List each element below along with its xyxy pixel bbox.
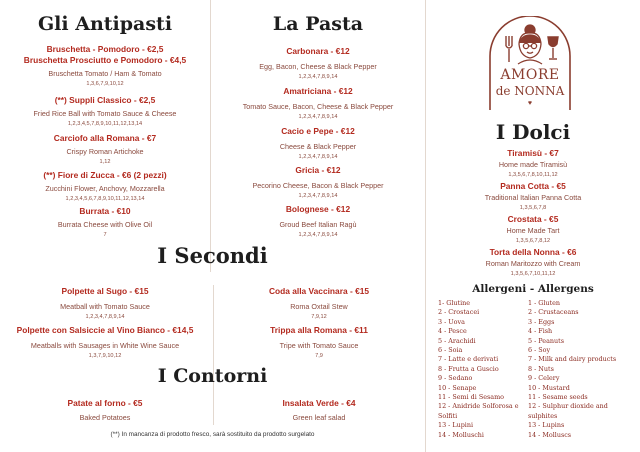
dolci-title: I Dolci	[495, 120, 571, 144]
antipasto-burrata	[0, 206, 210, 239]
antipasto-suppli	[0, 95, 210, 128]
dish-name: Insalata Verde - €4	[282, 398, 356, 408]
allergen-item: 12 - Anidride Solforosa e Solfiti	[438, 402, 519, 420]
dish-allergens: 1,2,3,4,7,8,9,14	[298, 193, 338, 199]
allergen-item: 11 - Sesame seeds	[528, 393, 588, 402]
allergen-item: 9 - Celery	[528, 374, 560, 383]
antipasto-bruschetta	[0, 44, 210, 88]
dish-description: Bruschetta Tomato / Ham & Tomato	[48, 69, 162, 78]
dish-description: Tomato Sauce, Bacon, Cheese & Black Pepper	[242, 102, 394, 111]
allergens-list-italian	[438, 299, 526, 440]
antipasto-carciofo	[0, 133, 210, 166]
pasta-gricia	[211, 165, 425, 200]
dish-allergens: 1,2,3,4,5,6,7,8,9,10,11,12,13,14	[65, 196, 145, 202]
dish-description: Groud Beef Italian Ragù	[279, 220, 357, 229]
allergen-item: 3 - Uova	[438, 317, 465, 326]
dish-name-alt: Bruschetta Prosciutto e Pomodoro - €4,5	[23, 55, 187, 65]
secondo-coda-alla-vaccinara	[213, 286, 425, 321]
dish-allergens: 7,9,12	[311, 314, 327, 320]
dish-description: Zucchini Flower, Anchovy, Mozzarella	[45, 184, 165, 193]
allergen-item: 6 - Soy	[528, 346, 551, 355]
dolce-crostata	[426, 214, 640, 245]
dish-allergens: 1,2,3,4,7,8,9,14	[298, 232, 338, 238]
dish-name: Cacio e Pepe - €12	[281, 126, 355, 136]
wine-glass-icon	[548, 37, 558, 59]
allergen-item: 7 - Latte e derivati	[438, 355, 499, 364]
dish-allergens: 7,9	[315, 353, 323, 359]
dish-description: Traditional Italian Panna Cotta	[484, 193, 582, 202]
contorni-title: I Contorni	[157, 365, 268, 387]
logo-text-amore: AMORE	[500, 67, 560, 83]
dish-description: Burrata Cheese with Olive Oil	[57, 220, 153, 229]
dish-description: Home made Tiramisù	[498, 160, 568, 169]
dish-description: Cheese & Black Pepper	[279, 142, 357, 151]
dish-name: Polpette al Sugo - €15	[61, 286, 149, 296]
dish-name: Tiramisù - €7	[507, 148, 559, 158]
dish-name: Crostata - €5	[507, 214, 559, 224]
allergen-item: 6 - Soia	[438, 346, 463, 355]
contorno-patate-al-forno	[0, 398, 210, 423]
dish-description: Crispy Roman Artichoke	[66, 147, 144, 156]
dish-allergens: 1,3,5,6,7,8,10,11,12	[508, 172, 558, 178]
dish-name: Trippa alla Romana - €11	[270, 325, 368, 335]
secondo-polpette-al-sugo	[0, 286, 210, 321]
dish-description: Meatballs with Sausages in White Wine Sauce	[30, 341, 180, 350]
dish-name: Carciofo alla Romana - €7	[53, 133, 157, 143]
dish-description: Baked Potatoes	[79, 413, 131, 422]
dish-allergens: 1,2,3,4,7,8,9,14	[298, 154, 338, 160]
dish-allergens: 1,2,3,4,7,8,9,14	[298, 114, 338, 120]
grandma-icon	[518, 25, 542, 64]
allergen-item: 4 - Pesce	[438, 327, 467, 336]
dish-name: Bolognese - €12	[285, 204, 351, 214]
allergens-list-english	[528, 299, 628, 440]
allergen-item: 1- Glutine	[438, 299, 471, 307]
antipasto-fiore-di-zucca	[0, 170, 210, 203]
dish-allergens: 1,3,7,9,10,12	[88, 353, 122, 359]
dish-description: Roma Oxtail Stew	[290, 302, 348, 311]
dish-name: Gricia - €12	[295, 165, 341, 175]
dish-name: (**) Fiore di Zucca - €6 (2 pezzi)	[43, 170, 167, 180]
dish-allergens: 1,3,6,7,9,10,12	[86, 81, 124, 87]
dish-description: Egg, Bacon, Cheese & Black Pepper	[259, 62, 377, 71]
allergen-item: 4 - Fish	[528, 327, 553, 336]
allergen-item: 13 - Lupini	[438, 421, 474, 430]
allergen-item: 5 - Peanuts	[528, 336, 564, 345]
allergen-item: 2 - Crostacei	[438, 308, 480, 317]
dish-allergens: 1,2,3,4,7,8,9,14	[85, 314, 125, 320]
dish-name: Coda alla Vaccinara - €15	[268, 286, 370, 296]
allergen-item: 12 - Sulphur dioxide and sulphites	[528, 402, 608, 420]
allergen-item: 9 - Sedano	[438, 374, 473, 383]
dish-name: (**) Suppli Classico - €2,5	[54, 95, 156, 105]
dish-allergens: 1,3,5,6,7,10,11,12	[510, 271, 556, 277]
secondo-polpette-salsiccie	[0, 325, 210, 360]
dish-allergens: 1,2,3,4,5,7,8,9,10,11,12,13,14	[67, 121, 143, 127]
pasta-carbonara	[211, 46, 425, 81]
dish-name: Panna Cotta - €5	[500, 181, 566, 191]
dish-description: Fried Rice Ball with Tomato Sauce & Cheese	[33, 109, 177, 118]
dish-allergens: 7	[103, 232, 107, 238]
allergen-item: 10 - Mustard	[528, 383, 570, 392]
dish-name: Carbonara - €12	[286, 46, 350, 56]
dish-name: Bruschetta - Pomodoro - €2,5	[46, 44, 164, 54]
fork-icon	[506, 36, 512, 62]
dish-name: Polpette con Salsiccie al Vino Bianco - €14,5	[16, 325, 194, 335]
pasta-title: La Pasta	[272, 13, 364, 35]
dish-allergens: 1,3,5,6,7,8,12	[515, 238, 551, 244]
allergen-item: 1 - Gluten	[528, 299, 561, 307]
pasta-cacio-e-pepe	[211, 126, 425, 161]
allergen-item: 11 - Semi di Sesamo	[438, 393, 504, 402]
logo-text-nonna: de NONNA	[495, 84, 565, 98]
allergen-item: 14 - Molluschi	[438, 430, 484, 439]
allergen-item: 8 - Frutta a Guscio	[438, 364, 499, 373]
allergen-item: 14 - Molluscs	[528, 430, 572, 439]
dish-name: Amatriciana - €12	[283, 86, 353, 96]
dish-description: Roman Maritozzo with Cream	[485, 259, 581, 268]
antipasti-title: Gli Antipasti	[37, 13, 173, 35]
dish-description: Home Made Tart	[506, 226, 560, 235]
pasta-amatriciana	[211, 86, 425, 121]
dish-description: Pecorino Cheese, Bacon & Black Pepper	[252, 181, 384, 190]
dolce-panna-cotta	[426, 181, 640, 212]
secondo-trippa-alla-romana	[213, 325, 425, 360]
dish-name: Burrata - €10	[79, 206, 131, 216]
dish-allergens: 1,2,3,4,7,8,9,14	[298, 74, 338, 80]
allergen-item: 3 - Eggs	[528, 317, 555, 326]
dish-allergens: 1,12	[99, 159, 111, 165]
allergen-item: 8 - Nuts	[528, 364, 554, 373]
frozen-footnote: (**) In mancanza di prodotto fresco, sarà sostituito da prodotto surgelato	[110, 431, 315, 438]
allergen-item: 10 - Senape	[438, 383, 477, 392]
dish-description: Meatball with Tomato Sauce	[60, 302, 150, 311]
allergen-item: 2 - Crustaceans	[528, 308, 579, 317]
dish-description: Green leaf salad	[292, 413, 346, 422]
allergen-item: 5 - Arachidi	[438, 336, 476, 345]
dish-name: Patate al forno - €5	[67, 398, 143, 408]
allergen-item: 13 - Lupins	[528, 421, 565, 430]
contorno-insalata-verde	[213, 398, 425, 423]
restaurant-logo	[488, 16, 572, 112]
dolce-tiramisu	[426, 148, 640, 179]
allergen-item: 7 - Milk and dairy products	[528, 355, 617, 364]
heart-icon: ♥	[527, 100, 533, 107]
dish-description: Tripe with Tomato Sauce	[279, 341, 359, 350]
dolce-torta-della-nonna	[426, 247, 640, 278]
pasta-bolognese	[211, 204, 425, 239]
secondi-title: I Secondi	[157, 243, 268, 268]
dish-allergens: 1,3,5,6,7,8	[519, 205, 547, 211]
dish-name: Torta della Nonna - €6	[489, 247, 577, 257]
allergens-title: Allergeni - Allergens	[472, 283, 594, 295]
